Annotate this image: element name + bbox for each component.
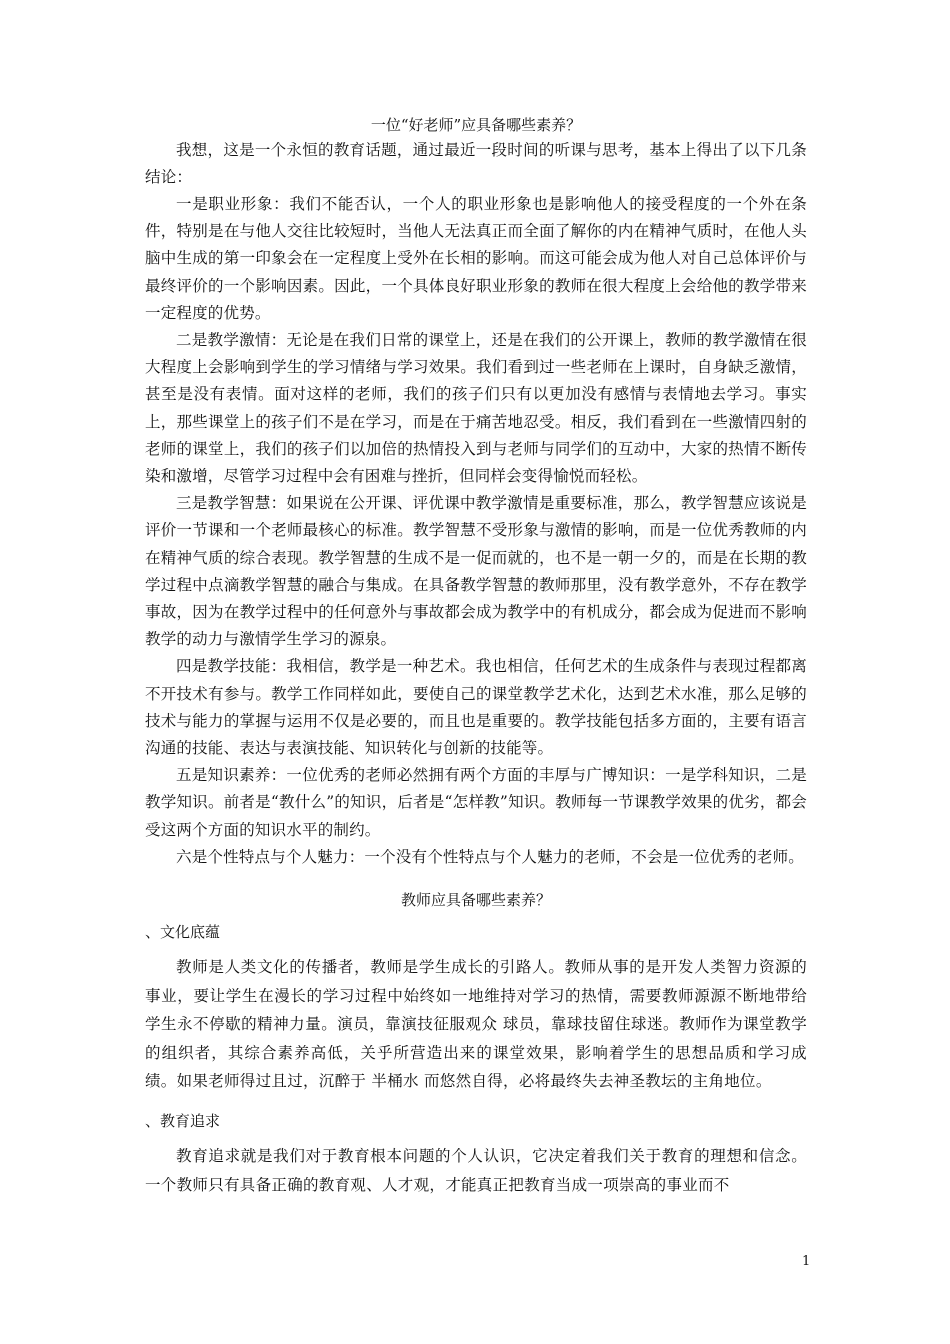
point-paragraph-2: 二是教学激情：无论是在我们日常的课堂上，还是在我们的公开课上，教师的教学激情在很大程度上会影响到学生的学习情绪与学习效果。我们看到过一些老师在上课时，自身缺乏激情，甚至是没有表情。面对这样的老师，我们的孩子们只有以更加没有感情与表情地去学习。事实上，那些课堂上的孩子们不是在学习，而是在于痛苦地忍受。相反，我们看到在一些激情四射的老师的课堂上，我们的孩子们以加倍的热情投入到与老师与同学们的互动中，大家的热情不断传染和激增，尽管学习过程中会有困难与挫折，但同样会变得愉悦而轻松。 [145, 331, 807, 486]
point-paragraph-1: 一是职业形象：我们不能否认，一个人的职业形象也是影响他人的接受程度的一个外在条件，特别是在与他人交往比较短时，当他人无法真正而全面了解你的内在精神气质时，在他人头脑中生成的第一印象会在一定程度上受外在长相的影响。而这可能会成为他人对自己总体评价与最终评价的一个影响因素。因此，一个具体良好职业形象的教师在很大程度上会给他的教学带来一定程度的优势。 [145, 195, 807, 322]
section-paragraph-culture: 教师是人类文化的传播者，教师是学生成长的引路人。教师从事的是开发人类智力资源的事业，要让学生在漫长的学习过程中始终如一地维持对学习的热情，需要教师源源不断地带给学生永不停歇的精神力量。演员，靠演技征服观众 球员，靠球技留住球迷。教师作为课堂教学的组织者，其综合素养高低，关乎所营造出来的课堂效果，影响着学生的思想品质和学习成绩。如果老师得过且过，沉醉于 半桶水 而悠然自得，必将最终失去神圣教坛的主角地位。 [145, 958, 807, 1091]
point-paragraph-3: 三是教学智慧：如果说在公开课、评优课中教学激情是重要标准，那么，教学智慧应该说是评价一节课和一个老师最核心的标准。教学智慧不受形象与激情的影响，而是一位优秀教师的内在精神气质的综合表现。教学智慧的生成不是一促而就的，也不是一朝一夕的，而是在长期的教学过程中点滴教学智慧的融合与集成。在具备教学智慧的教师那里，没有教学意外，不存在教学事故，因为在教学过程中的任何意外与事故都会成为教学中的有机成分，都会成为促进而不影响教学的动力与激情学生学习的源泉。 [145, 494, 807, 649]
section-paragraph-pursuit: 教育追求就是我们对于教育根本问题的个人认识，它决定着我们关于教育的理想和信念。一个教师只有具备正确的教育观、人才观，才能真正把教育当成一项崇高的事业而不 [145, 1147, 807, 1194]
document-title: 一位“好老师”应具备哪些素养？ [370, 116, 582, 134]
section-title: 教师应具备哪些素养？ [400, 891, 551, 910]
point-paragraph-5: 五是知识素养：一位优秀的老师必然拥有两个方面的丰厚与广博知识：一是学科知识，二是教学知识。前者是“教什么”的知识，后者是“怎样教”知识。教师每一节课教学效果的优劣，都会受这两个方面的知识水平的制约。 [145, 766, 807, 839]
page-number: 1 [802, 1254, 811, 1269]
point-paragraph-6: 六是个性特点与个人魅力：一个没有个性特点与个人魅力的老师，不会是一位优秀的老师。 [176, 847, 805, 866]
section-heading-pursuit: 、教育追求 [145, 1112, 221, 1131]
document-body [145, 114, 807, 1213]
section-heading-culture: 、文化底蕴 [145, 923, 221, 942]
point-paragraph-4: 四是教学技能：我相信，教学是一种艺术。我也相信，任何艺术的生成条件与表现过程都离不开技术有参与。教学工作同样如此，要使自己的课堂教学艺术化，达到艺术水准，那么足够的技术与能力的掌握与运用不仅是必要的，而且也是重要的。教学技能包括多方面的，主要有语言沟通的技能、表达与表演技能、知识转化与创新的技能等。 [145, 657, 807, 758]
intro-paragraph: 我想，这是一个永恒的教育话题，通过最近一段时间的听课与思考，基本上得出了以下几条结论： [145, 141, 807, 186]
